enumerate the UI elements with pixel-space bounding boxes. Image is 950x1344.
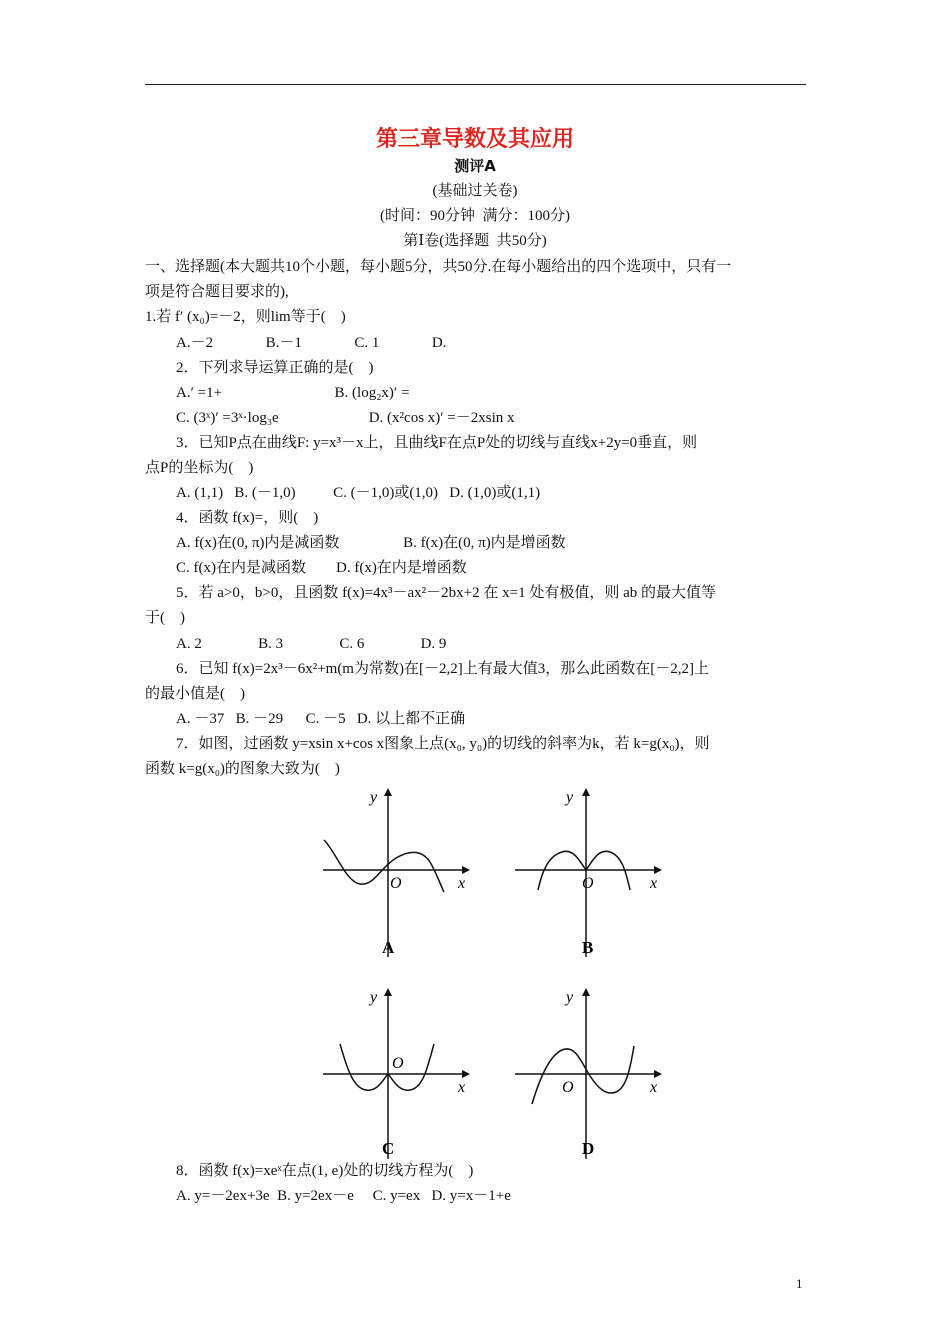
- origin-label: O: [562, 1079, 574, 1096]
- document-title: 第三章导数及其应用: [375, 127, 574, 152]
- question-8: 8．函数 f(x)=xeˣ在点(1, e)处的切线方程为( ): [176, 1163, 474, 1179]
- graph-caption-a: A: [382, 938, 395, 957]
- graph-caption-b: B: [582, 938, 594, 957]
- graph-option-c: [318, 984, 478, 1164]
- axis-y-label: y: [566, 989, 574, 1006]
- axis-x-label: x: [458, 1079, 466, 1096]
- question-8-options: A. y=－2ex+3e B. y=2ex－e C. y=ex D. y=x－1+e: [176, 1188, 511, 1204]
- question-4: 4．函数 f(x)=，则( ): [176, 510, 319, 526]
- axis-y-label: y: [566, 789, 574, 806]
- question-5-options: A. 2 B. 3 C. 6 D. 9: [176, 636, 447, 652]
- question-3-cont: 点P的坐标为( ): [145, 460, 254, 476]
- graph-caption-c: C: [382, 1139, 395, 1158]
- question-3-options: A. (1,1) B. (－1,0) C. (－1,0)或(1,0) D. (1,0)或(1,1): [176, 485, 541, 501]
- origin-label: O: [392, 1055, 404, 1072]
- origin-label: O: [582, 875, 594, 892]
- graph-option-b: [510, 782, 670, 962]
- question-7-cont: 函数 k=g(x₀)的图象大致为( ): [145, 761, 340, 777]
- subtitle: 测评A: [454, 157, 496, 175]
- question-5-cont: 于( ): [145, 610, 185, 626]
- question-6-options: A. －37 B. －29 C. －5 D. 以上都不正确: [176, 711, 466, 727]
- question-1: 1.若 f′ (x₀)=－2，则lim等于( ): [145, 309, 346, 325]
- question-4-options-cd: C. f(x)在内是减函数 D. f(x)在内是增函数: [176, 560, 467, 576]
- part-heading: 第Ⅰ卷(选择题 共50分): [403, 233, 547, 249]
- volume-label: (基础过关卷): [432, 183, 518, 199]
- origin-label: O: [390, 875, 402, 892]
- question-2-options-cd: C. (3ˣ)′ =3ˣ·log₃e D. (x²cos x)′ =－2xsin x: [176, 410, 515, 426]
- axis-x-label: x: [650, 875, 658, 892]
- axis-x-label: x: [650, 1079, 658, 1096]
- graph-caption-d: D: [582, 1139, 595, 1158]
- question-6: 6．已知 f(x)=2x³－6x²+m(m为常数)在[－2,2]上有最大值3，那么此函数在[－2,2]上: [176, 661, 709, 677]
- question-2: 2．下列求导运算正确的是( ): [176, 360, 374, 376]
- axis-y-label: y: [370, 989, 378, 1006]
- question-3: 3．已知P点在曲线F: y=x³－x上，且曲线F在点P处的切线与直线x+2y=0垂直，则: [176, 435, 698, 451]
- question-1-options: A.－2 B.－1 C. 1 D.: [176, 335, 447, 351]
- question-4-options-ab: A. f(x)在(0, π)内是减函数 B. f(x)在(0, π)内是增函数: [176, 535, 566, 551]
- page-number: 1: [796, 1276, 803, 1291]
- question-5: 5．若 a>0，b>0，且函数 f(x)=4x³－ax²－2bx+2 在 x=1 处有极值，则 ab 的最大值等: [176, 585, 717, 601]
- axis-y-label: y: [370, 789, 378, 806]
- graph-option-a: [318, 782, 478, 962]
- question-7: 7．如图，过函数 y=xsin x+cos x图象上点(x₀, y₀)的切线的斜率为k，若 k=g(x₀)，则: [176, 736, 710, 752]
- axis-x-label: x: [458, 875, 466, 892]
- section-intro: 一、选择题(本大题共10个小题，每小题5分，共50分.在每小题给出的四个选项中，只有一: [145, 259, 732, 275]
- graph-option-d: [510, 984, 670, 1164]
- question-6-cont: 的最小值是( ): [145, 686, 245, 702]
- header-rule: [145, 84, 806, 85]
- question-2-options-ab: A.′ =1+ B. (log₂x)′ =: [176, 385, 410, 401]
- time-info: (时间：90分钟 满分：100分): [380, 208, 570, 224]
- section-intro-cont: 项是符合题目要求的),: [145, 284, 289, 300]
